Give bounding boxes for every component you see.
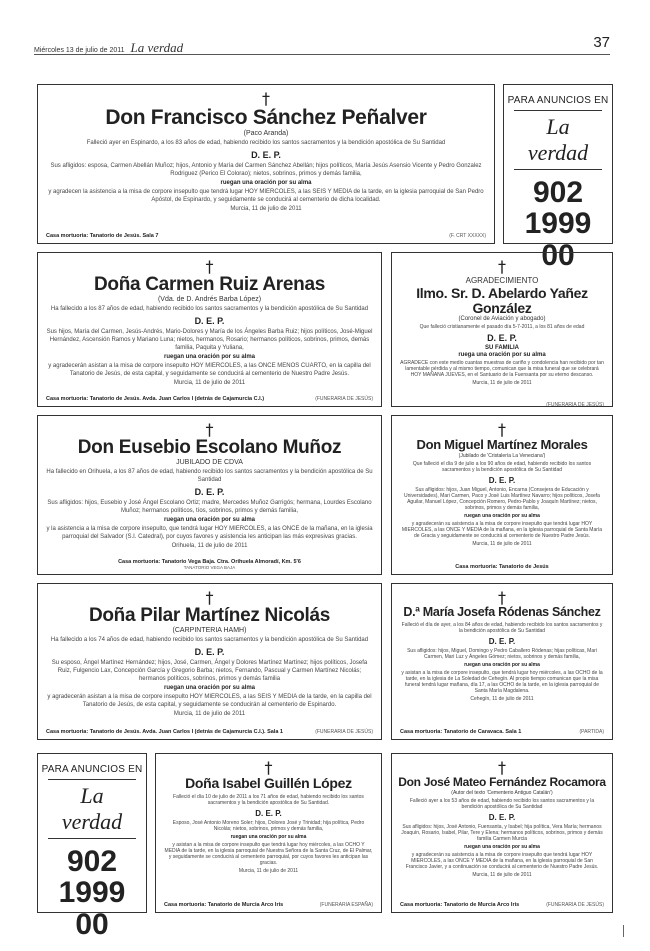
obituary-date: Murcia, 11 de julio de 2011 xyxy=(472,540,532,547)
prayer-request: ruegan una oración por su alma xyxy=(220,180,312,187)
obituary-service: y asistan a la misa de corpore insepulto, que tendrá lugar hoy miércoles, a las OCHO de la tarde, en la iglesia de La Soledad de Cehegín. Al propio tiempo comunican que la misa funeral tendrá lugar mañana, día 17, a las OCHO de la tarde, en la iglesia parroquial de Santa María Magdalena. xyxy=(401,670,603,695)
page-number: 37 xyxy=(593,34,610,51)
obituary-card xyxy=(37,84,495,244)
obituary-service: y agradecerán asistan a la misa de corpore insepulto HOY MIERCOLES, a las SEIS Y MEDIA de la tarde, en la capilla del Tanatorio de Jesús, de esta capital, y seguidamente se conducirán al cementerio de Espinardo. xyxy=(47,693,372,708)
footer-right: (F. CRT XXXXX) xyxy=(449,233,486,239)
dep-label: D. E. P. xyxy=(194,315,225,326)
obituary-name: Doña Carmen Ruiz Arenas xyxy=(93,274,325,295)
obituary-card xyxy=(37,415,382,575)
obituary-footer xyxy=(46,729,373,735)
dep-label: D. E. P. xyxy=(251,150,281,161)
obituary-service: y asistan a la misa de corpore insepulto que tendrá lugar hoy miércoles, a las OCHO Y MEDIA de la tarde, en la iglesia parroquial de Nuestra Señora de la Santa Cruz, de El Palmar, y seguidamente se conducirá al cementerio parroquial, por cuyos favores les anticipan las gracias. xyxy=(164,841,373,866)
cross-icon: † xyxy=(498,257,506,276)
obituary-text: Falleció el día de ayer, a los 84 años de edad, habiendo recibido los santos sacramentos y la bendición apostólica de Su Santidad xyxy=(401,622,603,635)
obituary-family: Su esposo, Ángel Martínez Hernández; hijos, José, Carmen, Ángel y Dolores Martínez Martínez; hijos políticos, Josefa Ruiz, Fulgencio Lax, Concepción García y Gregorio Barba; nietos, Fernando, Pascual y Carmen Martínez Nicolás; hermanos políticos, sobrinos, primos y demás familia xyxy=(51,659,368,682)
obituary-name: D.ª María Josefa Ródenas Sánchez xyxy=(403,605,601,619)
prayer-request: ruegan una oración por su alma xyxy=(163,684,256,691)
footer-text: Casa mortuoria: Tanatorio de Caravaca. Sala 1 xyxy=(400,729,522,735)
obituary-family: SU FAMILIA xyxy=(485,345,519,352)
footer-text: Casa mortuoria: Tanatorio de Murcia Arco Iris xyxy=(400,902,520,908)
footer-right: (FUNERARIA DE JESÚS) xyxy=(546,902,604,908)
ad-brand: La verdad xyxy=(514,110,602,170)
obituary-service: y la asistencia a la misa de corpore insepulto, que tendrá lugar HOY MIERCOLES, a las ONCE de la mañana, en la iglesia parroquial del Salvador (S.I. Catedral), por cuyos favores y asistencia les anticipan las más expresivas gracias. xyxy=(46,525,373,540)
obituary-text: Ha fallecido a los 74 años de edad, habiendo recibido los santos sacramentos y la bendición apostólica de Su Santidad xyxy=(50,636,369,643)
obituary-service: y agradecerán su asistencia a la misa de corpore insepulto que tendrá lugar HOY MIERCOLES, a las ONCE Y MEDIA de la mañana, en la iglesia parroquial de Santa María de Gracia y seguidamente se conducirá al cementerio de Nuestro Padre Jesús. xyxy=(401,520,603,539)
advertisement-box xyxy=(503,84,613,272)
obituary-subtitle: (Autor del texto 'Cementerio Antiguo Catalán') xyxy=(451,789,553,796)
obituary-date: Murcia, 11 de julio de 2011 xyxy=(472,380,532,387)
obituary-card xyxy=(391,583,613,740)
obituary-name: Doña Isabel Guillén López xyxy=(185,775,352,791)
obituary-text: Que falleció el día 9 de julio a los 90 años de edad, habiendo recibido los santos sacramentos y la bendición apostólica de Su Santidad xyxy=(412,460,592,473)
footer-text: Casa mortuoria: Tanatorio de Jesús. Avda. Juan Carlos I (detrás de Cajamurcia C.I.) xyxy=(46,396,265,402)
obituary-footer xyxy=(400,902,604,908)
footer-text: Casa mortuoria: Tanatorio de Jesús. Sala 7 xyxy=(46,233,159,239)
obituary-family: Sus afligidos: hijos, Miguel, Domingo y Pedro Caballero Ródenas; hijas políticas, Mari Carmen, Mari Luz y Ángeles Gómez; nietos, sobrinos y demás familia, xyxy=(407,648,597,661)
prayer-request: ruegan una oración por su alma xyxy=(464,662,540,669)
cross-icon: † xyxy=(498,420,506,439)
margin-mark xyxy=(623,925,624,937)
obituary-text: Falleció el día 10 de julio de 2011 a los 71 años de edad, habiendo recibido los santos sacramentos y la bendición apostólica de Su Santidad. xyxy=(173,793,364,806)
footer-right: (FUNERARIA DE JESÚS) xyxy=(315,729,373,735)
cross-icon: † xyxy=(498,758,506,777)
cross-icon: † xyxy=(498,588,506,607)
obituary-family: Sus afligidos: hijos, Eusebio y José Ángel Escolano Ortiz; madre, Mercedes Muñoz Garrigós; hermana, Lourdes Escolano Muñoz; hermanos políticos, tíos, sobrinos, primos y demás familia, xyxy=(47,499,372,514)
obituary-subtitle: (Coronel de Aviación y abogado) xyxy=(458,316,546,323)
obituary-footer xyxy=(400,564,604,570)
obituary-name: Ilmo. Sr. D. Abelardo Yañez González xyxy=(416,285,588,316)
footer-right: (FUNERARIA ESPAÑA) xyxy=(319,902,373,908)
obituary-family: Sus hijos, María del Carmen, Jesús-Andrés, Mario-Dolores y María de los Ángeles Barba Ruiz; hijos políticos, José-Miguel Hernández, Ascensión Ramos y Mariano Luna; nietos, hermanos, Rosario; hermanos políticos, sobrinos, primos, demás familia, Paquita y Yuliana, xyxy=(46,328,373,351)
dep-label: D. E. P. xyxy=(487,333,517,344)
prayer-request: ruegan una oración por su alma xyxy=(163,353,256,360)
obituary-family: Sus afligidos: hijos, Juan Miguel, Antonio, Encarna (Consejera de Educación y Universidades), Mari Carmen, Paco y José Luis Martínez Navarro; hijos políticos, Josefa Aguilar, Manuel López, Concepción Romero, Pedro-Pablo y Joaquín Martínez; nietos, sobrinos, primos y demás familia, xyxy=(404,486,600,511)
obituary-name: Don Miguel Martínez Morales xyxy=(416,437,588,452)
obituary-heading: AGRADECIMIENTO xyxy=(465,276,539,285)
ad-line1: PARA ANUNCIOS EN xyxy=(41,764,143,775)
obituary-date: Murcia, 11 de julio de 2011 xyxy=(173,379,246,386)
cross-icon: † xyxy=(205,257,214,276)
prayer-request: ruegan una oración por su alma xyxy=(163,516,256,523)
obituary-family: Sus afligidos: esposa, Carmen Abellán Muñoz; hijos, Antonio y María del Carmen Sánchez Abellán; hijos políticos, María Jesús Asensio Vicente y Pedro Gonzalez Rodriguez (Perico El Colorao); nietos, sobrinos, primos y demás familia, xyxy=(50,163,482,178)
footer-right: (FUNERARIA DE JESÚS) xyxy=(546,402,604,407)
header-date: Miércoles 13 de julio de 2011 xyxy=(34,47,125,54)
ad-phone2: 1999 00 xyxy=(58,876,126,941)
obituary-name: Don Eusebio Escolano Muñoz xyxy=(77,437,342,458)
obituary-date: Orihuela, 11 de julio de 2011 xyxy=(171,542,248,549)
header-brand: La verdad xyxy=(130,40,184,55)
obituary-text: Que falleció cristianamente el pasado día 5-7-2011, a los 81 años de edad xyxy=(419,324,585,331)
obituary-service: y agradecerán su asistencia a la misa de corpore insepulto que tendrá lugar HOY MIERCOLES, a las ONCE Y MEDIA de la mañana, en la iglesia parroquial de San Francisco Javier, y a continuación se conducirá al cementerio de Nuestro Padre Jesús. xyxy=(405,851,599,870)
obituary-name: Doña Pilar Martínez Nicolás xyxy=(88,605,331,626)
ad-phone1: 902 xyxy=(532,176,584,209)
obituary-subtitle: (CARPINTERIA HAMH) xyxy=(172,626,247,634)
obituary-footer xyxy=(46,396,373,402)
obituary-subtitle: (Paco Aranda) xyxy=(243,130,289,138)
obituary-subtitle: (Jubilado de 'Cristalería La Veneciana') xyxy=(458,452,546,459)
ad-brand: La verdad xyxy=(48,779,136,839)
obituary-card xyxy=(37,252,382,407)
obituary-date: Cehegín, 11 de julio de 2011 xyxy=(470,696,534,703)
footer-right: TANATORIO VEGA BAJA xyxy=(183,565,236,570)
obituary-footer xyxy=(400,729,604,735)
prayer-request: ruega una oración por su alma xyxy=(458,352,546,359)
prayer-request: ruegan una oración por su alma xyxy=(230,833,307,840)
obituary-card xyxy=(155,753,382,913)
obituary-card xyxy=(391,753,613,913)
obituary-date: Murcia, 11 de julio de 2011 xyxy=(173,710,246,717)
ad-phone1: 902 xyxy=(66,845,118,878)
obituary-date: Murcia, 11 de julio de 2011 xyxy=(472,871,532,878)
cross-icon: † xyxy=(264,758,273,777)
obituary-date: Murcia, 11 de julio de 2011 xyxy=(230,206,302,213)
obituary-subtitle: (Vda. de D. Andrés Barba López) xyxy=(157,295,262,303)
advertisement-box xyxy=(37,753,147,941)
ad-phone2: 1999 00 xyxy=(524,207,592,272)
cross-icon: † xyxy=(262,89,270,108)
obituary-family: Sus afligidos: hijos, José Antonio, Fuensanta, y Isabel; hija política, Vera María; hermanos Joaquín, Rosario, Isabel, Pilar, Tere y Elena; hermanos políticos, sobrinos, primos y demás familia Carmen Murcia xyxy=(401,823,603,842)
obituary-name: Don José Mateo Fernández Rocamora xyxy=(398,775,606,789)
dep-label: D. E. P. xyxy=(194,486,225,497)
footer-right: (FUNERARIA DE JESÚS) xyxy=(315,396,373,402)
obituary-card xyxy=(391,415,613,575)
footer-text: Casa mortuoria: Tanatorio de Jesús. Avda. Juan Carlos I (detrás de Cajamurcia C.I.). Sala 1 xyxy=(46,729,283,735)
footer-text: Casa mortuoria: Tanatorio de Jesús xyxy=(455,564,549,570)
obituary-text: Ha fallecido a los 87 años de edad, habiendo recibido los santos sacramentos y la bendición apostólica de Su Santidad xyxy=(50,305,369,312)
obituary-footer xyxy=(46,233,486,239)
obituary-card xyxy=(37,583,382,740)
ad-line1: PARA ANUNCIOS EN xyxy=(507,95,609,106)
obituary-footer xyxy=(164,902,373,908)
cross-icon: † xyxy=(205,420,214,439)
obituary-service: y agradecerán asistan a la misa de corpore insepulto HOY MIERCOLES, a las ONCE MENOS CUARTO, en la capilla del Tanatorio de Jesús, de esta capital, y seguidamente se conducirá al cementerio de Nuestro Padre Jesús. xyxy=(48,362,371,377)
dep-label: D. E. P. xyxy=(255,808,282,818)
obituary-text: Falleció ayer a los 53 años de edad, habiendo recibido los santos sacramentos y la bendición apostólica de Su Santidad xyxy=(409,797,595,810)
cross-icon: † xyxy=(205,588,214,607)
obituary-family: Esposo, José Antonio Moreno Soler; hijos, Dolores José y Trinidad; hija política, Pedro Nicolás; nietos, sobrinos, primos y demás familia, xyxy=(172,819,365,832)
obituary-service: AGRADECE con este medio cuantas muestras de cariño y condolencia han recibido por tan lamentable pérdida y al mismo tiempo, comunican que la misa funeral que se celebrará HOY MAÑANA JUEVES, en el Santuario de la Fuensanta por su eterno descanso. xyxy=(400,360,604,379)
obituary-service: y agradecen la asistencia a la misa de corpore insepulto que tendrá lugar HOY MIERCOLES, a las SEIS Y MEDIA de la tarde, en la iglesia parroquial de San Pedro Apóstol, de Espinardo, y seguidamente se conducirá al cementerio de dicha localidad. xyxy=(48,189,484,204)
dep-label: D. E. P. xyxy=(488,812,516,822)
dep-label: D. E. P. xyxy=(194,646,225,657)
footer-text: Casa mortuoria: Tanatorio de Murcia Arco Iris xyxy=(164,902,284,908)
header-rule xyxy=(34,54,610,55)
dep-label: D. E. P. xyxy=(488,475,516,485)
prayer-request: ruegan una oración por su alma xyxy=(464,843,540,850)
dep-label: D. E. P. xyxy=(488,637,516,647)
prayer-request: ruegan una oración por su alma xyxy=(464,512,540,519)
obituary-text: Ha fallecido en Orihuela, a los 87 años de edad, habiendo recibido los santos sacramentos y la bendición apostólica de Su Santidad xyxy=(46,468,373,483)
obituary-text: Falleció ayer en Espinardo, a los 83 años de edad, habiendo recibido los santos sacramentos y la bendición apostólica de Su Santidad xyxy=(86,140,446,147)
obituary-name: Don Francisco Sánchez Peñalver xyxy=(105,106,427,129)
obituary-footer xyxy=(46,559,373,570)
footer-right: (PARTIDA) xyxy=(579,729,604,735)
footer-text: Casa mortuoria: Tanatorio Vega Baja. Ctra. Orihuela Almoradí, Km. 5'6 xyxy=(118,559,301,565)
obituary-card xyxy=(391,252,613,407)
obituary-subtitle: JUBILADO DE CDVA xyxy=(176,458,243,466)
obituary-date: Murcia, 11 de julio de 2011 xyxy=(238,867,299,874)
